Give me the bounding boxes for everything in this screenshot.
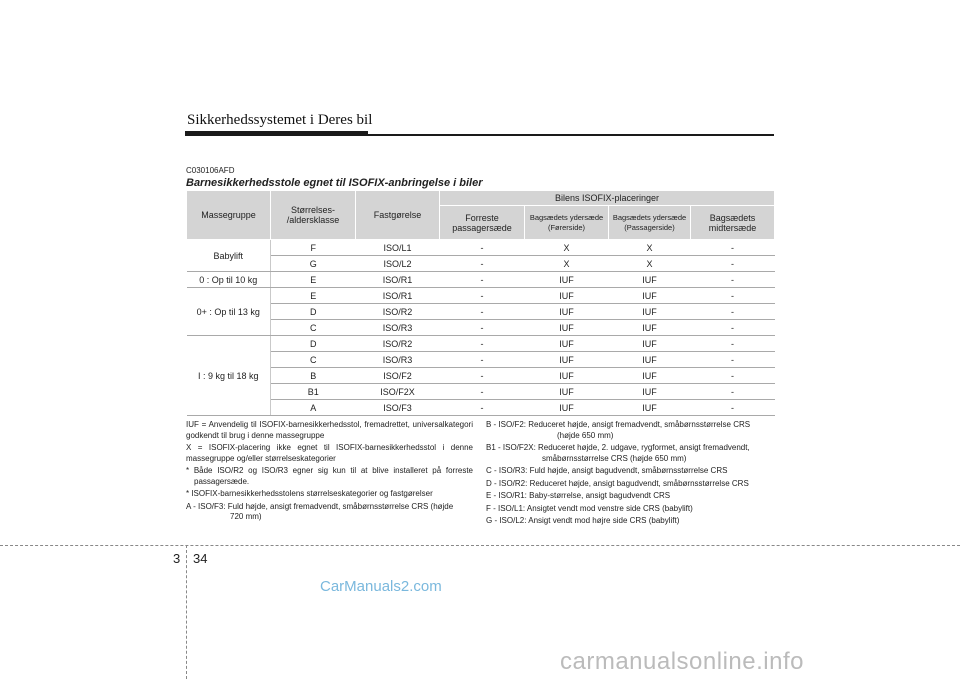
header-rear-outer-driver: Bagsædets ydersæde (Førerside) [525, 206, 609, 240]
note-g-iso-l2: G - ISO/L2: Ansigt vendt mod højre side CRS (babylift) [486, 516, 680, 525]
rear-center-cell: - [691, 336, 775, 352]
watermark-left: CarManuals2.com [320, 578, 442, 595]
note-e-iso-r1: E - ISO/R1: Baby-størrelse, ansigt bagudvendt CRS [486, 491, 671, 500]
table-row [187, 320, 775, 336]
table-row [187, 304, 775, 320]
mass-group-cell: I : 9 kg til 18 kg [187, 336, 271, 416]
rear-outer-driver-cell: IUF [525, 272, 609, 288]
page-number: 34 [193, 551, 208, 566]
rear-outer-passenger-cell: IUF [609, 336, 691, 352]
fixture-cell: ISO/F2X [356, 384, 440, 400]
fixture-cell: ISO/R3 [356, 320, 440, 336]
front-cell: - [440, 288, 525, 304]
note-b-iso-f2: B - ISO/F2: Reduceret højde, ansigt fremadvendt, småbørnsstørrelse CRS [486, 420, 751, 429]
header-rear-center: Bagsædets midtersæde [691, 206, 775, 240]
header-fixture: Fastgørelse [356, 191, 440, 240]
front-cell: - [440, 400, 525, 416]
mass-group-cell: 0 : Op til 10 kg [187, 272, 271, 288]
front-cell: - [440, 320, 525, 336]
table-row [187, 240, 775, 256]
rear-outer-passenger-cell: IUF [609, 288, 691, 304]
table-row [187, 352, 775, 368]
fixture-cell: ISO/F2 [356, 368, 440, 384]
size-class-cell: E [271, 272, 356, 288]
size-class-cell: B1 [271, 384, 356, 400]
rear-outer-passenger-cell: IUF [609, 400, 691, 416]
front-cell: - [440, 272, 525, 288]
rear-outer-driver-cell: IUF [525, 400, 609, 416]
rear-center-cell: - [691, 240, 775, 256]
rear-outer-passenger-cell: IUF [609, 320, 691, 336]
table-row [187, 288, 775, 304]
fixture-cell: ISO/L1 [356, 240, 440, 256]
size-class-cell: D [271, 336, 356, 352]
rear-center-cell: - [691, 288, 775, 304]
rear-center-cell: - [691, 352, 775, 368]
header-front-passenger: Forreste passagersæde [440, 206, 525, 240]
note-d-iso-r2: D - ISO/R2: Reduceret højde, ansigt bagudvendt, småbørnsstørrelse CRS [486, 478, 749, 488]
section-code: C030106AFD [186, 166, 235, 175]
fixture-cell: ISO/R3 [356, 352, 440, 368]
rear-outer-passenger-cell: IUF [609, 304, 691, 320]
rear-outer-passenger-cell: IUF [609, 352, 691, 368]
page-chapter-number: 3 [173, 551, 181, 566]
rear-outer-passenger-cell: IUF [609, 384, 691, 400]
rear-outer-driver-cell: X [525, 240, 609, 256]
size-class-cell: G [271, 256, 356, 272]
header-rule-thick [185, 131, 368, 136]
notes-right [486, 420, 774, 529]
table-row [187, 400, 775, 416]
rear-outer-driver-cell: IUF [525, 304, 609, 320]
table-row [187, 336, 775, 352]
header-isofix-positions: Bilens ISOFIX-placeringer [440, 191, 775, 206]
size-class-cell: F [271, 240, 356, 256]
notes-left [186, 420, 473, 525]
front-cell: - [440, 336, 525, 352]
rear-outer-driver-cell: IUF [525, 320, 609, 336]
front-cell: - [440, 304, 525, 320]
size-class-cell: A [271, 400, 356, 416]
size-class-cell: D [271, 304, 356, 320]
page-header-title: Sikkerhedssystemet i Deres bil [187, 112, 373, 128]
rear-center-cell: - [691, 304, 775, 320]
rear-center-cell: - [691, 400, 775, 416]
front-cell: - [440, 240, 525, 256]
isofix-table [186, 190, 775, 416]
size-class-cell: C [271, 320, 356, 336]
note-size-categories: * ISOFIX-barnesikkerhedsstolens størrelseskategorier og fastgørelser [186, 489, 433, 498]
header-size-class: Størrelses- /aldersklasse [271, 191, 356, 240]
rear-center-cell: - [691, 272, 775, 288]
note-x: X = ISOFIX-placering ikke egnet til ISOFIX-barnesikkerhedsstol i denne massegruppe og/eller størrelseskategorier [186, 443, 473, 463]
size-class-cell: C [271, 352, 356, 368]
note-b1-iso-f2x-cont: småbørnsstørrelse CRS (højde 650 mm) [542, 453, 687, 463]
rear-center-cell: - [691, 384, 775, 400]
rear-outer-driver-cell: IUF [525, 384, 609, 400]
mass-group-cell: 0+ : Op til 13 kg [187, 288, 271, 336]
front-cell: - [440, 352, 525, 368]
watermark-right: carmanualsonline.info [560, 648, 804, 675]
table-row [187, 256, 775, 272]
header-mass-group: Massegruppe [187, 191, 271, 240]
note-a-iso-f3-cont: 720 mm) [230, 512, 262, 521]
rear-center-cell: - [691, 368, 775, 384]
note-f-iso-l1: F - ISO/L1: Ansigtet vendt mod venstre side CRS (babylift) [486, 503, 693, 513]
note-b-iso-f2-cont: (højde 650 mm) [557, 430, 614, 440]
rear-outer-passenger-cell: X [609, 240, 691, 256]
fixture-cell: ISO/R1 [356, 272, 440, 288]
note-r2-r3: * Både ISO/R2 og ISO/R3 egner sig kun til at blive installeret på forreste passagersæde. [186, 466, 473, 486]
rear-outer-driver-cell: IUF [525, 368, 609, 384]
table-row [187, 368, 775, 384]
front-cell: - [440, 256, 525, 272]
rear-center-cell: - [691, 256, 775, 272]
footer-dashed-line [0, 545, 960, 546]
rear-center-cell: - [691, 320, 775, 336]
rear-outer-driver-cell: IUF [525, 336, 609, 352]
size-class-cell: E [271, 288, 356, 304]
table-row [187, 384, 775, 400]
front-cell: - [440, 384, 525, 400]
table-body [187, 240, 775, 416]
rear-outer-passenger-cell: IUF [609, 368, 691, 384]
note-a-iso-f3: A - ISO/F3: Fuld højde, ansigt fremadvendt, småbørnsstørrelse CRS (højde [186, 501, 454, 511]
note-iuf: IUF = Anvendelig til ISOFIX-barnesikkerhedsstol, fremadrettet, universalkategori godkendt til brug i denne massegruppe [186, 420, 473, 440]
note-c-iso-r3: C - ISO/R3: Fuld højde, ansigt bagudvendt, småbørnsstørrelse CRS [486, 466, 728, 475]
fixture-cell: ISO/R2 [356, 336, 440, 352]
table-row [187, 272, 775, 288]
header-rear-outer-passenger: Bagsædets ydersæde (Passagerside) [609, 206, 691, 240]
rear-outer-passenger-cell: IUF [609, 272, 691, 288]
fixture-cell: ISO/L2 [356, 256, 440, 272]
note-b1-iso-f2x: B1 - ISO/F2X: Reduceret højde, 2. udgave, rygformet, ansigt fremadvendt, [486, 443, 750, 452]
fixture-cell: ISO/R2 [356, 304, 440, 320]
rear-outer-driver-cell: IUF [525, 352, 609, 368]
rear-outer-driver-cell: IUF [525, 288, 609, 304]
size-class-cell: B [271, 368, 356, 384]
fixture-cell: ISO/R1 [356, 288, 440, 304]
section-title: Barnesikkerhedsstole egnet til ISOFIX-anbringelse i biler [186, 177, 483, 189]
header-rule-thin [368, 134, 774, 136]
margin-dashed-line [186, 545, 187, 679]
front-cell: - [440, 368, 525, 384]
rear-outer-driver-cell: X [525, 256, 609, 272]
rear-outer-passenger-cell: X [609, 256, 691, 272]
fixture-cell: ISO/F3 [356, 400, 440, 416]
mass-group-cell: Babylift [187, 240, 271, 272]
